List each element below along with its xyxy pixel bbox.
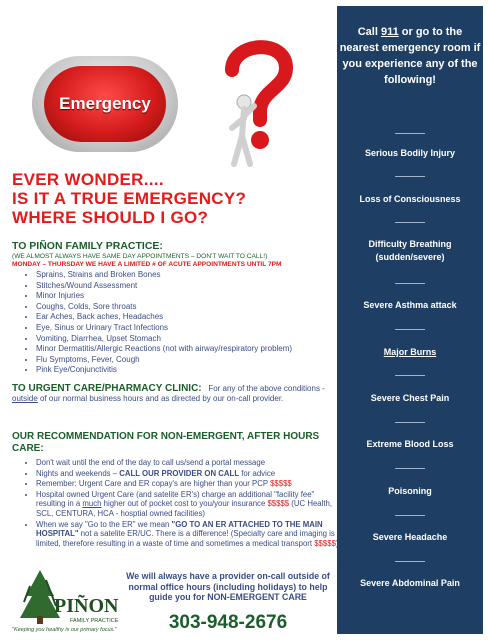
urgent-care-section (12, 384, 334, 404)
sidebar-divider (395, 515, 425, 516)
emergency-sidebar (337, 6, 483, 634)
sidebar-title-911: 911 (380, 26, 399, 38)
phone-number: 303-948-2676 (168, 612, 288, 633)
sidebar-divider (395, 422, 425, 423)
pinon-note-hours: MONDAY – THURSDAY WE HAVE A LIMITED # OF ACUTE APPOINTMENTS UNTIL 7PM (12, 261, 282, 268)
headline-line-1: EVER WONDER.... (12, 170, 164, 189)
pinon-note-appointments: (WE ALMOST ALWAYS HAVE SAME DAY APPOINTMENTS – DON'T WAIT TO CALL!) (12, 253, 268, 260)
pinon-section-title: TO PIÑON FAMILY PRACTICE: (12, 240, 163, 252)
on-call-provider-note: We will always have a provider on-call outside of normal office hours (including holidays) to help guide you for NON-EMERGENT CARE (126, 571, 330, 603)
sidebar-item-severe-headache: Severe Headache (372, 532, 448, 542)
headline-line-3: WHERE SHOULD I GO? (12, 208, 209, 227)
sidebar-divider (395, 222, 425, 223)
pinon-services-list (22, 270, 292, 376)
urgent-care-text-a: For any of the above conditions - (208, 384, 325, 393)
list-item: • Pink Eye/Conjunctivitis (36, 365, 292, 376)
rec-text-underline: much (82, 499, 102, 509)
rec-text: Remember: Urgent Care and ER copay's are higher than your PCP (36, 479, 271, 489)
rec-cost-marker: $$$$$ (270, 479, 292, 489)
rec-text: Hospital owned Urgent Care (and satelite ER's) charge an additional "facility fee" resulting in a (36, 489, 315, 509)
list-item: • Vomiting, Diarrhea, Upset Stomach (36, 334, 292, 345)
list-item (36, 490, 344, 519)
list-item (36, 469, 344, 479)
rec-text: Don't wait until the end of the day to call us/send a portal message (36, 458, 266, 467)
recommendation-list (22, 458, 344, 549)
pine-tree-icon (10, 566, 122, 626)
list-item: • Flu Symptoms, Fever, Cough (36, 355, 292, 366)
sidebar-divider (395, 133, 425, 134)
headline-line-2: IS IT A TRUE EMERGENCY? (12, 189, 247, 208)
rec-text: (UC Health, SCL, CENTURA, HCA - hosptial owned facilities) (36, 499, 333, 518)
emergency-button-label: Emergency (44, 66, 166, 142)
sidebar-item-poisoning: Poisoning (388, 486, 432, 496)
list-item: • Coughs, Colds, Sore throats (36, 302, 292, 313)
rec-text: When we say "Go to the ER" we mean (36, 519, 172, 529)
rec-text: not a satelite ER/UC. There is a difference! (Specialty care and imaging is limited, therefore resulting in a waste of time and sometimes a medical transport (36, 529, 335, 548)
list-item: • Ear Aches, Back aches, Headaches (36, 312, 292, 323)
urgent-care-text-outside: outside (12, 394, 38, 403)
sidebar-divider (395, 329, 425, 330)
sidebar-title-a: Call (357, 26, 381, 38)
sidebar-item-severe-chest-pain: Severe Chest Pain (370, 393, 450, 403)
sidebar-item-loss-of-consciousness: Loss of Consciousness (359, 194, 461, 204)
list-item (36, 520, 344, 549)
rec-cost-marker: $$$$$ (314, 538, 336, 548)
list-item: • Sprains, Strains and Broken Bones (36, 270, 292, 281)
left-column (6, 0, 336, 640)
rec-cost-marker: $$$$$ (267, 499, 290, 509)
sidebar-item-severe-asthma-attack: Severe Asthma attack (363, 300, 457, 310)
logo-text: PIÑON (54, 595, 119, 617)
question-mark-figure-icon (214, 32, 304, 172)
sidebar-item-major-burns-label: Major Burns (383, 347, 437, 357)
sidebar-item-extreme-blood-loss: Extreme Blood Loss (366, 439, 454, 449)
list-item: • Stitches/Wound Assessment (36, 281, 292, 292)
logo-subtext: FAMILY PRACTICE (70, 618, 119, 624)
sidebar-title-b: or go to the nearest emergency room if you experience any of the following! (339, 26, 481, 86)
rec-text: higher out of pocket cost to you/your insurance (101, 499, 268, 509)
sidebar-divider (395, 283, 425, 284)
sidebar-item-serious-bodily-injury: Serious Bodily Injury (364, 148, 456, 158)
sidebar-divider (395, 176, 425, 177)
urgent-care-title: TO URGENT CARE/PHARMACY CLINIC: (12, 383, 202, 394)
emergency-button-graphic (32, 56, 178, 152)
list-item: • Eye, Sinus or Urinary Tract Infections (36, 323, 292, 334)
recommendation-title: OUR RECOMMENDATION FOR NON-EMERGENT, AFTER HOURS CARE: (12, 431, 320, 454)
rec-text: for advice (239, 468, 276, 478)
list-item (36, 458, 344, 468)
page-headline (12, 170, 246, 227)
sidebar-divider (395, 468, 425, 469)
rec-text-bold: CALL OUR PROVIDER ON CALL (119, 468, 240, 478)
sidebar-title (337, 24, 483, 88)
sidebar-item-severe-abdominal-pain: Severe Abdominal Pain (360, 578, 460, 588)
sidebar-divider (395, 375, 425, 376)
list-item: • Minor Injuries (36, 291, 292, 302)
sidebar-divider (395, 561, 425, 562)
sidebar-item-major-burns (337, 346, 483, 359)
rec-text-bold: "GO TO AN ER ATTACHED TO THE MAIN HOSPITAL" (36, 519, 323, 539)
logo-tagline: "Keeping you healthy is our primary focus." (12, 627, 117, 633)
list-item (36, 479, 344, 489)
sidebar-item-difficulty-breathing: Difficulty Breathing (sudden/severe) (368, 239, 452, 262)
hero-illustration (16, 20, 326, 160)
pinon-section-note (12, 253, 282, 269)
urgent-care-text-b: of our normal business hours and as directed by our on-call provider. (37, 394, 284, 403)
rec-text: Nights and weekends – (36, 468, 120, 478)
list-item: • Minor Dermatitis/Allergic Reactions (not with airway/respiratory problem) (36, 344, 292, 355)
